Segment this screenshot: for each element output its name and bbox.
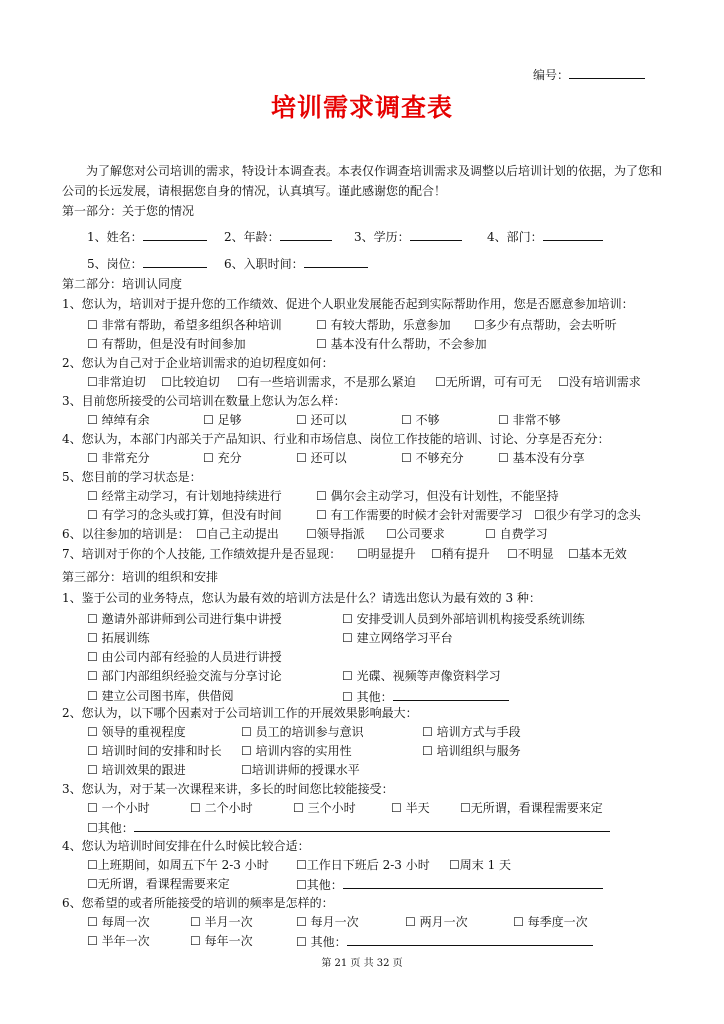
p3-q4-question: 4、您认为培训时间安排在什么时候比较合适： bbox=[62, 839, 310, 853]
age-blank[interactable] bbox=[280, 228, 332, 241]
p3-q3-option[interactable]: ☐ 三个小时 bbox=[293, 801, 356, 815]
p2-q4-option[interactable]: ☐ 非常充分 bbox=[87, 451, 150, 465]
p3-q5-option[interactable]: ☐ 其他： bbox=[296, 935, 347, 949]
p2-q5-option[interactable]: ☐ 经常主动学习，有计划地持续进行 bbox=[87, 489, 282, 503]
position-field bbox=[87, 255, 207, 272]
p3-q4-option[interactable]: ☐无所谓，看课程需要来定 bbox=[87, 877, 230, 891]
name-field bbox=[87, 228, 207, 245]
p3-q5-other-blank[interactable] bbox=[347, 933, 593, 946]
p3-q5-option[interactable]: ☐ 每周一次 bbox=[87, 915, 150, 929]
p2-q1-option[interactable]: ☐多少有点帮助，会去听听 bbox=[474, 318, 617, 332]
p3-q1-option[interactable]: ☐ 邀请外部讲师到公司进行集中讲授 bbox=[87, 612, 282, 626]
department-label: 4、部门： bbox=[487, 230, 543, 244]
p3-q2-question: 2、您认为，以下哪个因素对于公司培训工作的开展效果影响最大： bbox=[62, 706, 418, 720]
p3-q1-other bbox=[342, 688, 509, 705]
p2-q5-option[interactable]: ☐ 有工作需要的时候才会针对需要学习 bbox=[316, 508, 523, 522]
p3-q2-option[interactable]: ☐ 培训时间的安排和时长 bbox=[87, 744, 222, 758]
p2-q3-option[interactable]: ☐ 不够 bbox=[401, 413, 440, 427]
name-label: 1、姓名： bbox=[87, 230, 143, 244]
page-number: 第 21 页 共 32 页 bbox=[321, 958, 403, 969]
p2-q7-question: 7、培训对于你的个人技能, 工作绩效提升是否显现： bbox=[62, 547, 342, 561]
p3-q2-option[interactable]: ☐ 员工的培训参与意识 bbox=[241, 725, 364, 739]
p2-q7-option[interactable]: ☐明显提升 bbox=[357, 547, 416, 561]
p3-q4-option[interactable]: ☐上班期间，如周五下午 2-3 小时 bbox=[87, 858, 269, 872]
p2-q3-option[interactable]: ☐ 绰绰有余 bbox=[87, 413, 150, 427]
p3-q3-option[interactable]: ☐ 一个小时 bbox=[87, 801, 150, 815]
age-field bbox=[224, 228, 332, 245]
p3-q1-option[interactable]: ☐ 部门内部组织经验交流与分享讨论 bbox=[87, 669, 282, 683]
p3-q5-other bbox=[296, 933, 593, 950]
name-blank[interactable] bbox=[143, 228, 207, 241]
p3-q5-option[interactable]: ☐ 每季度一次 bbox=[513, 915, 588, 929]
p2-q1-option[interactable]: ☐ 基本没有什么帮助，不会参加 bbox=[316, 337, 487, 351]
p3-q3-option[interactable]: ☐无所谓，看课程需要来定 bbox=[460, 801, 603, 815]
p3-q2-option[interactable]: ☐ 领导的重视程度 bbox=[87, 725, 186, 739]
p3-q4-option[interactable]: ☐周末 1 天 bbox=[449, 858, 512, 872]
position-blank[interactable] bbox=[143, 255, 207, 268]
p3-q4-other bbox=[296, 876, 603, 893]
p2-q4-option[interactable]: ☐ 不够充分 bbox=[401, 451, 464, 465]
part2-heading: 第二部分：培训认同度 bbox=[62, 277, 183, 291]
p2-q5-option[interactable]: ☐ 偶尔会主动学习，但没有计划性，不能坚持 bbox=[316, 489, 559, 503]
p2-q1-option[interactable]: ☐ 有帮助，但是没有时间参加 bbox=[87, 337, 246, 351]
p2-q6-question: 6、以往参加的培训是： bbox=[62, 527, 190, 541]
p3-q1-option[interactable]: ☐ 拓展训练 bbox=[87, 631, 150, 645]
p3-q5-option[interactable]: ☐ 半月一次 bbox=[190, 915, 253, 929]
part3-heading: 第三部分：培训的组织和安排 bbox=[62, 570, 219, 584]
p2-q7-option[interactable]: ☐不明显 bbox=[507, 547, 554, 561]
p2-q2-option[interactable]: ☐没有培训需求 bbox=[558, 375, 641, 389]
p2-q3-option[interactable]: ☐ 还可以 bbox=[296, 413, 347, 427]
p2-q3-option[interactable]: ☐ 非常不够 bbox=[498, 413, 561, 427]
p3-q1-option[interactable]: ☐ 其他： bbox=[342, 690, 393, 704]
department-blank[interactable] bbox=[543, 228, 603, 241]
p3-q1-option[interactable]: ☐ 由公司内部有经验的人员进行讲授 bbox=[87, 650, 282, 664]
p3-q3-option[interactable]: ☐ 二个小时 bbox=[190, 801, 253, 815]
p2-q4-option[interactable]: ☐ 充分 bbox=[203, 451, 242, 465]
intro-paragraph: 为了解您对公司培训的需求，特设计本调查表。本表仅作调查培训需求及调整以后培训计划的依据，为了您和公司的长远发展，请根据您自身的情况，认真填写。谨此感谢您的配合！ bbox=[62, 164, 663, 198]
p2-q6-option[interactable]: ☐ 自费学习 bbox=[485, 527, 548, 541]
position-label: 5、岗位： bbox=[87, 257, 143, 271]
p3-q1-option[interactable]: ☐ 光碟、视频等声像资料学习 bbox=[342, 669, 501, 683]
p2-q1-question: 1、您认为，培训对于提升您的工作绩效、促进个人职业发展能否起到实际帮助作用，您是否愿意参加培训： bbox=[62, 297, 634, 311]
hire-date-label: 6、入职时间： bbox=[224, 257, 304, 271]
p3-q1-other-blank[interactable] bbox=[393, 688, 509, 701]
education-field bbox=[354, 228, 462, 245]
p2-q3-question: 3、目前您所接受的公司培训在数量上您认为怎么样： bbox=[62, 394, 346, 408]
p2-q5-question: 5、您目前的学习状态是： bbox=[62, 470, 202, 484]
p3-q2-option[interactable]: ☐ 培训内容的实用性 bbox=[241, 744, 352, 758]
p3-q4-option[interactable]: ☐工作日下班后 2-3 小时 bbox=[296, 858, 430, 872]
part1-heading: 第一部分：关于您的情况 bbox=[62, 204, 195, 218]
p3-q4-option[interactable]: ☐其他： bbox=[296, 878, 343, 892]
p2-q7-option[interactable]: ☐基本无效 bbox=[568, 547, 627, 561]
p3-q1-option[interactable]: ☐ 建立网络学习平台 bbox=[342, 631, 453, 645]
p2-q6-option[interactable]: ☐自己主动提出 bbox=[196, 527, 279, 541]
p3-q5-option[interactable]: ☐ 每年一次 bbox=[190, 934, 253, 948]
p2-q3-option[interactable]: ☐ 足够 bbox=[203, 413, 242, 427]
p3-q4-other-blank[interactable] bbox=[343, 876, 603, 889]
department-field bbox=[487, 228, 603, 245]
serial-number-label: 编号： bbox=[533, 68, 570, 82]
education-blank[interactable] bbox=[410, 228, 462, 241]
serial-number-field bbox=[533, 66, 645, 83]
p2-q2-option[interactable]: ☐非常迫切 bbox=[87, 375, 146, 389]
p2-q2-option[interactable]: ☐比较迫切 bbox=[161, 375, 220, 389]
p2-q4-option[interactable]: ☐ 基本没有分享 bbox=[498, 451, 585, 465]
p3-q5-option[interactable]: ☐ 每月一次 bbox=[296, 915, 359, 929]
p3-q2-option[interactable]: ☐ 培训效果的跟进 bbox=[87, 763, 186, 777]
p2-q1-option[interactable]: ☐ 有较大帮助，乐意参加 bbox=[316, 318, 451, 332]
p2-q1-option[interactable]: ☐ 非常有帮助，希望多组织各种培训 bbox=[87, 318, 282, 332]
p2-q2-option[interactable]: ☐无所谓，可有可无 bbox=[435, 375, 542, 389]
p3-q3-option[interactable]: ☐其他： bbox=[87, 821, 134, 835]
p3-q1-question: 1、鉴于公司的业务特点，您认为最有效的培训方法是什么？请选出您认为最有效的 3 种： bbox=[62, 591, 541, 605]
p2-q7-option[interactable]: ☐稍有提升 bbox=[431, 547, 490, 561]
p3-q3-other-blank[interactable] bbox=[134, 819, 610, 832]
hire-date-blank[interactable] bbox=[304, 255, 368, 268]
p3-q5-option[interactable]: ☐ 半年一次 bbox=[87, 934, 150, 948]
p2-q4-question: 4、您认为，本部门内部关于产品知识、行业和市场信息、岗位工作技能的培训、讨论、分享是否充分： bbox=[62, 432, 610, 446]
p3-q5-question: 6、您希望的或者所能接受的培训的频率是怎样的： bbox=[62, 896, 334, 910]
p2-q2-question: 2、您认为自己对于企业培训需求的迫切程度如何： bbox=[62, 356, 334, 370]
p2-q2-option[interactable]: ☐有一些培训需求，不是那么紧迫 bbox=[237, 375, 416, 389]
p2-q6-option[interactable]: ☐领导指派 bbox=[306, 527, 365, 541]
hire-date-field bbox=[224, 255, 368, 272]
p3-q1-option[interactable]: ☐ 安排受训人员到外部培训机构接受系统训练 bbox=[342, 612, 585, 626]
p3-q2-option[interactable]: ☐ 培训方式与手段 bbox=[422, 725, 521, 739]
p3-q2-option[interactable]: ☐ 培训组织与服务 bbox=[422, 744, 521, 758]
p2-q4-option[interactable]: ☐ 还可以 bbox=[296, 451, 347, 465]
p3-q3-other bbox=[87, 819, 610, 836]
p3-q5-option[interactable]: ☐ 两月一次 bbox=[405, 915, 468, 929]
p3-q3-option[interactable]: ☐ 半天 bbox=[391, 801, 430, 815]
serial-number-blank[interactable] bbox=[569, 66, 645, 79]
p2-q5-option[interactable]: ☐很少有学习的念头 bbox=[534, 508, 641, 522]
p2-q6-option[interactable]: ☐公司要求 bbox=[386, 527, 445, 541]
age-label: 2、年龄： bbox=[224, 230, 280, 244]
education-label: 3、学历： bbox=[354, 230, 410, 244]
p3-q3-question: 3、您认为，对于某一次课程来讲，多长的时间您比较能接受： bbox=[62, 782, 394, 796]
p2-q5-option[interactable]: ☐ 有学习的念头或打算，但没有时间 bbox=[87, 508, 282, 522]
page-title: 培训需求调查表 bbox=[270, 93, 453, 122]
p3-q1-option[interactable]: ☐ 建立公司图书库，供借阅 bbox=[87, 689, 234, 703]
p3-q2-option[interactable]: ☐培训讲师的授课水平 bbox=[241, 763, 360, 777]
